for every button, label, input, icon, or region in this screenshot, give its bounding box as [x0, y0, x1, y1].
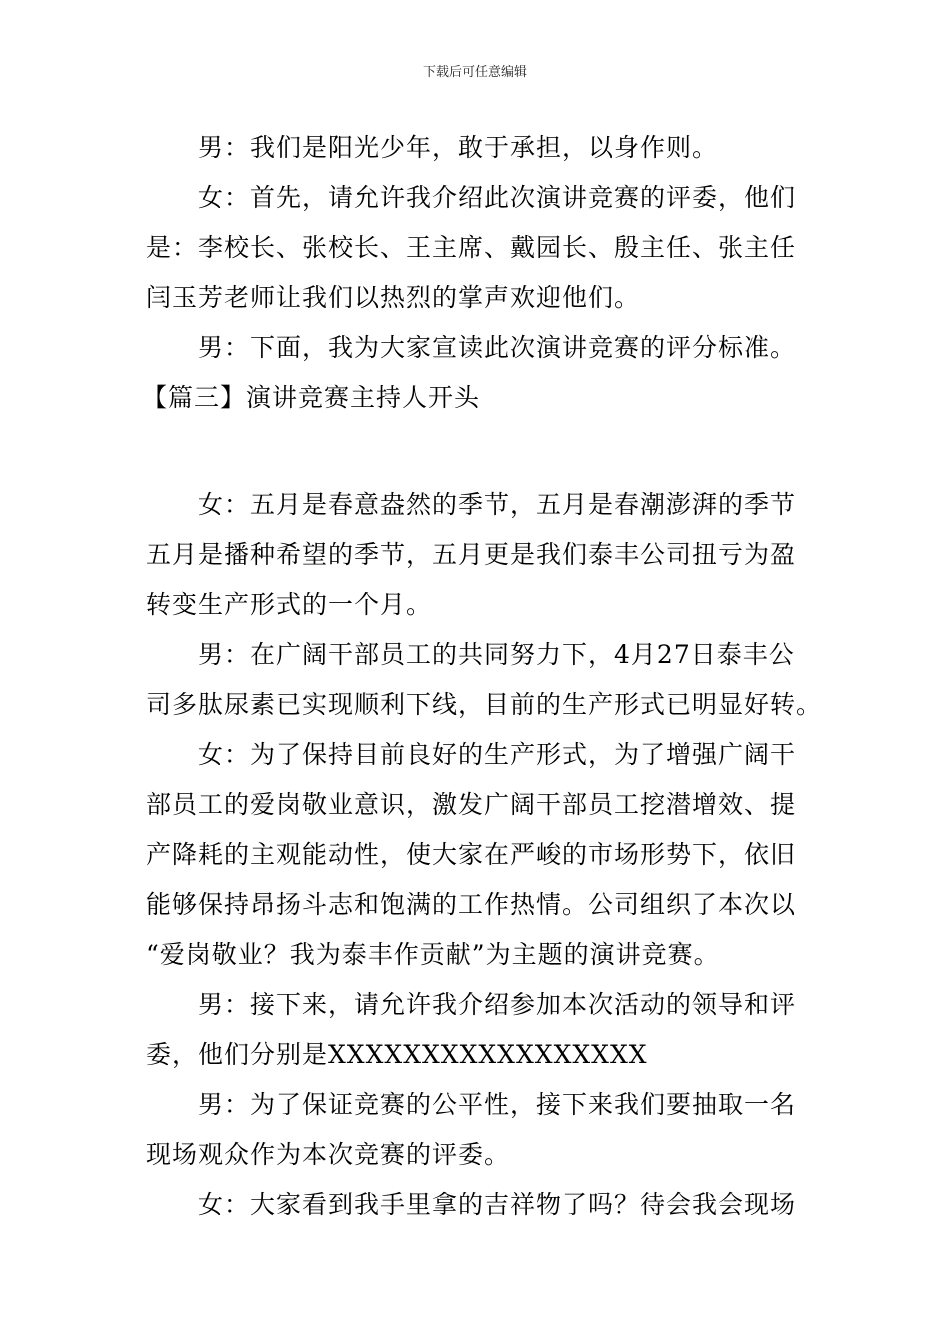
paragraph — [146, 323, 806, 373]
text-line: 部员工的爱岗敬业意识，激发广阔干部员工挖潜增效、提 — [146, 790, 797, 819]
text-line: 女：五月是春意盎然的季节，五月是春潮澎湃的季节 — [198, 490, 797, 519]
paragraph-continuation — [146, 1130, 806, 1180]
paragraph — [146, 173, 806, 223]
text-line: 委，他们分别是XXXXXXXXXXXXXXXXX — [146, 1040, 648, 1069]
paragraph — [146, 730, 806, 780]
text-line: 男：接下来，请允许我介绍参加本次活动的领导和评 — [198, 990, 797, 1019]
text-line: “爱岗敬业？我为泰丰作贡献”为主题的演讲竞赛。 — [146, 940, 720, 969]
text-line: 男：我们是阳光少年，敢于承担，以身作则。 — [198, 133, 719, 162]
paragraph — [146, 1080, 806, 1130]
paragraph-continuation — [146, 223, 806, 323]
paragraph-continuation — [146, 780, 806, 980]
text-line: 男：在广阔干部员工的共同努力下，4月27日泰丰公 — [198, 640, 795, 669]
blank-line — [146, 430, 806, 480]
text-line: 能够保持昂扬斗志和饱满的工作热情。公司组织了本次以 — [146, 890, 797, 919]
page-header-note: 下载后可任意编辑 — [422, 65, 527, 80]
text-line: 产降耗的主观能动性，使大家在严峻的市场形势下，依旧 — [146, 840, 797, 869]
text-line: 女：首先，请允许我介绍此次演讲竞赛的评委，他们 — [198, 183, 797, 212]
paragraph-continuation — [146, 1030, 806, 1080]
section-heading: 【篇三】演讲竞赛主持人开头 — [142, 383, 481, 412]
paragraph — [146, 123, 806, 173]
paragraph — [146, 480, 806, 530]
text-line: 男：为了保证竞赛的公平性，接下来我们要抽取一名 — [198, 1090, 797, 1119]
text-line: 现场观众作为本次竞赛的评委。 — [146, 1140, 511, 1169]
text-line: 转变生产形式的一个月。 — [146, 590, 433, 619]
text-line: 闫玉芳老师让我们以热烈的掌声欢迎他们。 — [146, 283, 641, 312]
paragraph-continuation — [146, 680, 823, 730]
text-line: 是：李校长、张校长、王主席、戴园长、殷主任、张主任 — [146, 233, 797, 262]
text-line: 司多肽尿素已实现顺利下线，目前的生产形式已明显好转。 — [146, 690, 823, 719]
paragraph-continuation — [146, 530, 806, 630]
paragraph — [146, 630, 806, 680]
text-line: 女：为了保持目前良好的生产形式，为了增强广阔干 — [198, 740, 797, 769]
text-line: 五月是播种希望的季节，五月更是我们泰丰公司扭亏为盈 — [146, 540, 797, 569]
text-line: 女：大家看到我手里拿的吉祥物了吗？待会我会现场 — [198, 1190, 797, 1219]
text-line: 男：下面，我为大家宣读此次演讲竞赛的评分标准。 — [198, 333, 797, 362]
document-body — [142, 123, 823, 1230]
paragraph — [146, 980, 806, 1030]
paragraph — [146, 1180, 806, 1230]
